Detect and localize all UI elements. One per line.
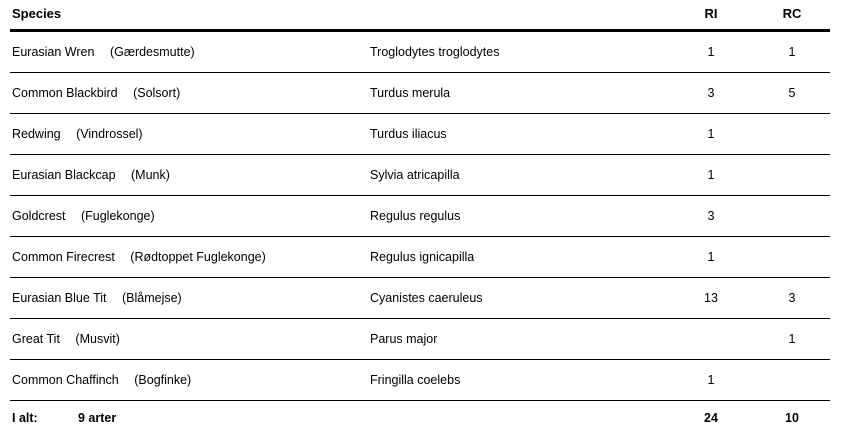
table-row [10,237,830,278]
table-row [10,155,830,196]
cell-rc [754,237,830,278]
cell-rc: 5 [754,73,830,114]
table-header-row [10,0,830,31]
cell-scientific-name: Cyanistes caeruleus [368,278,668,319]
column-header-rc: RC [754,0,830,31]
cell-ri: 1 [668,31,754,73]
cell-ri: 1 [668,114,754,155]
species-common-name-en: Eurasian Blue Tit [12,291,107,305]
species-common-name-en: Redwing [12,127,61,141]
species-common-name-en: Great Tit [12,332,60,346]
table-row [10,73,830,114]
table-body [10,31,830,401]
table-row [10,278,830,319]
cell-scientific-name: Regulus ignicapilla [368,237,668,278]
cell-rc [754,155,830,196]
cell-species-name [10,114,368,155]
cell-scientific-name: Turdus merula [368,73,668,114]
species-common-name-en: Eurasian Wren [12,45,94,59]
cell-rc [754,196,830,237]
cell-rc: 1 [754,319,830,360]
table-row [10,196,830,237]
cell-scientific-name: Turdus iliacus [368,114,668,155]
species-common-name-da: (Solsort) [133,86,180,100]
species-common-name-da: (Vindrossel) [76,127,142,141]
cell-species-name [10,278,368,319]
cell-scientific-name: Sylvia atricapilla [368,155,668,196]
cell-ri: 1 [668,237,754,278]
column-header-scientific [368,0,668,31]
cell-ri: 13 [668,278,754,319]
cell-ri: 1 [668,360,754,401]
species-common-name-da: (Gærdesmutte) [110,45,195,59]
table-row [10,31,830,73]
table-header [10,0,830,31]
species-common-name-en: Goldcrest [12,209,66,223]
cell-species-name [10,360,368,401]
cell-rc [754,360,830,401]
cell-species-name [10,31,368,73]
species-common-name-da: (Blåmejse) [122,291,182,305]
species-common-name-en: Common Chaffinch [12,373,119,387]
cell-ri [668,319,754,360]
species-common-name-en: Common Blackbird [12,86,118,100]
column-header-species: Species [10,0,368,31]
cell-ri: 1 [668,155,754,196]
cell-ri: 3 [668,73,754,114]
cell-species-name [10,155,368,196]
species-common-name-da: (Musvit) [75,332,119,346]
cell-rc [754,114,830,155]
table-row [10,319,830,360]
cell-rc: 3 [754,278,830,319]
cell-scientific-name: Fringilla coelebs [368,360,668,401]
cell-ri: 3 [668,196,754,237]
species-common-name-da: (Fuglekonge) [81,209,155,223]
cell-scientific-name: Regulus regulus [368,196,668,237]
cell-total-ri: 24 [668,401,754,435]
total-species-count: 9 arter [78,411,116,425]
table-row [10,114,830,155]
cell-species-name [10,73,368,114]
total-label: I alt: [12,411,78,425]
species-common-name-en: Eurasian Blackcap [12,168,116,182]
species-common-name-da: (Rødtoppet Fuglekonge) [130,250,266,264]
column-header-ri: RI [668,0,754,31]
species-table [10,0,830,435]
species-common-name-da: (Munk) [131,168,170,182]
cell-rc: 1 [754,31,830,73]
cell-scientific-name: Troglodytes troglodytes [368,31,668,73]
species-common-name-da: (Bogfinke) [134,373,191,387]
table-row [10,360,830,401]
species-common-name-en: Common Firecrest [12,250,115,264]
cell-species-name [10,196,368,237]
cell-species-name [10,237,368,278]
cell-species-name [10,319,368,360]
cell-total-rc: 10 [754,401,830,435]
cell-scientific-name: Parus major [368,319,668,360]
